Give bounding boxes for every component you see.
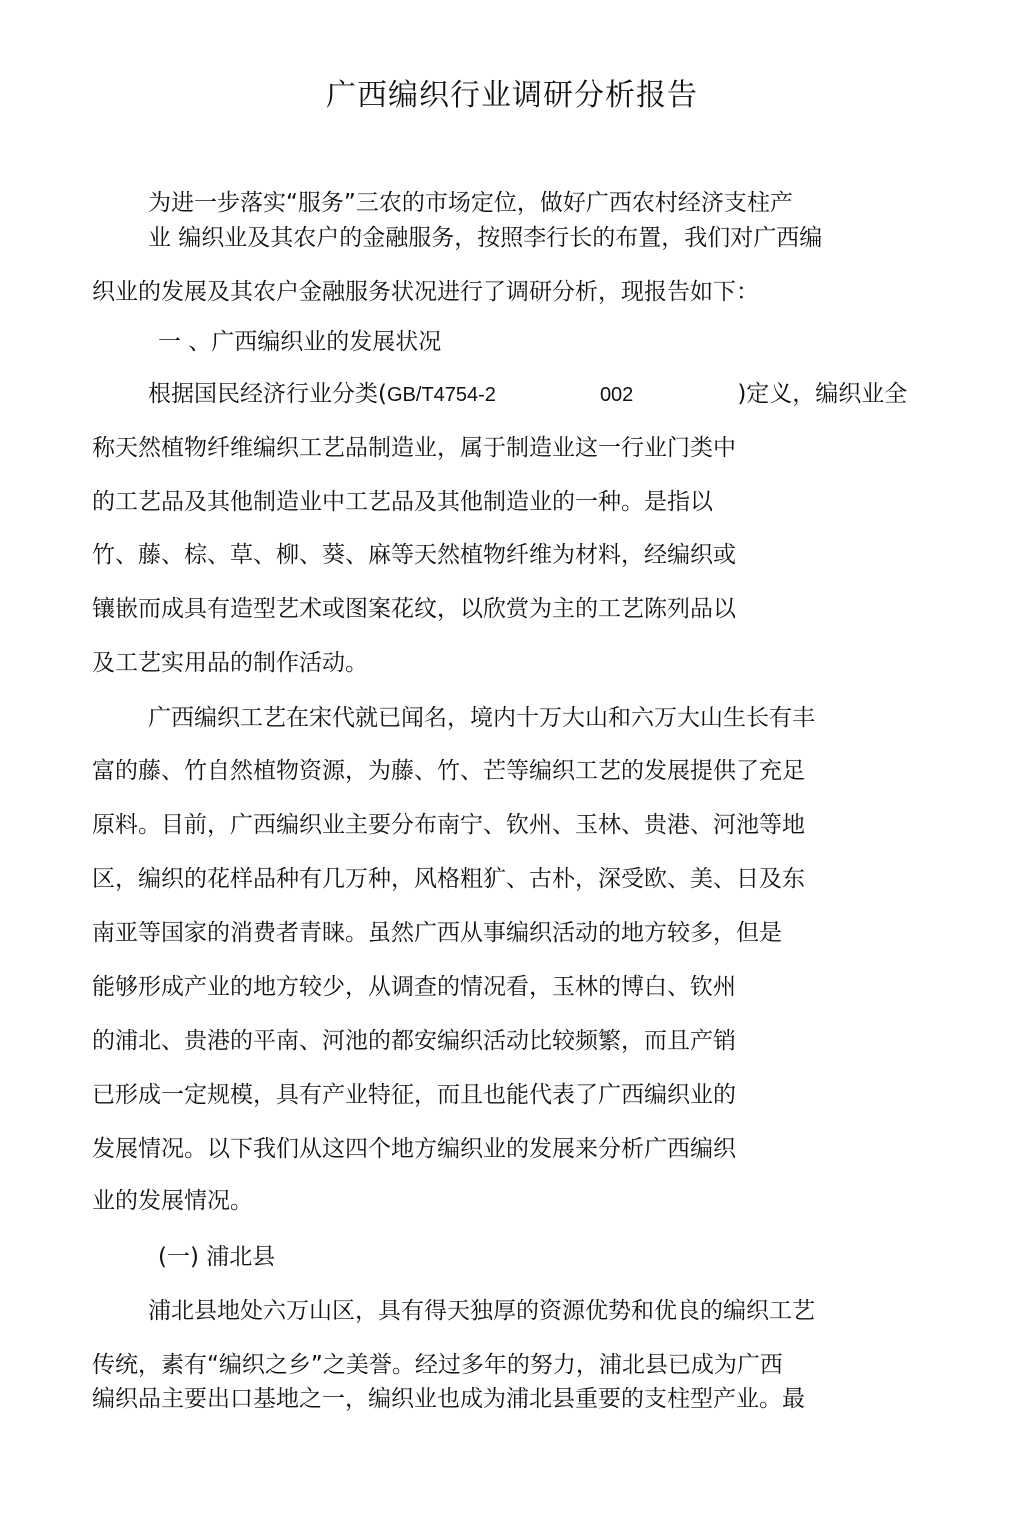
- definition-code-part1: GB/T4754-2: [386, 384, 496, 406]
- history-line: 广西编织工艺在宋代就已闻名，境内十万大山和六万大山生长有丰: [148, 705, 815, 731]
- definition-line: 竹、藤、棕、草、柳、葵、麻等天然植物纤维为材料，经编织或: [92, 542, 736, 568]
- definition-line: 称天然植物纤维编织工艺品制造业，属于制造业这一行业门类中: [92, 435, 736, 461]
- history-line: 富的藤、竹自然植物资源，为藤、竹、芒等编织工艺的发展提供了充足: [92, 758, 805, 784]
- intro-line-1: 为进一步落实“服务”三农的市场定位，做好广西农村经济支柱产: [148, 190, 793, 216]
- history-line: 发展情况。以下我们从这四个地方编织业的发展来分析广西编织: [92, 1136, 736, 1162]
- definition-suffix: )定义，编织业全: [737, 381, 908, 407]
- definition-line-1: [148, 380, 907, 409]
- history-line: 能够形成产业的地方较少，从调查的情况看，玉林的博白、钦州: [92, 974, 736, 1000]
- history-line: 原料。目前，广西编织业主要分布南宁、钦州、玉林、贵港、河池等地: [92, 812, 805, 838]
- definition-line: 及工艺实用品的制作活动。: [92, 650, 368, 676]
- history-line: 南亚等国家的消费者青睐。虽然广西从事编织活动的地方较多，但是: [92, 920, 782, 946]
- pubei-line: 浦北县地处六万山区，具有得天独厚的资源优势和优良的编织工艺: [148, 1298, 815, 1324]
- definition-line: 的工艺品及其他制造业中工艺品及其他制造业的一种。是指以: [92, 489, 713, 515]
- section-heading-1: 一 、广西编织业的发展状况: [158, 329, 442, 355]
- history-line: 区，编织的花样品种有几万种，风格粗犷、古朴，深受欧、美、日及东: [92, 866, 805, 892]
- definition-line: 镶嵌而成具有造型艺术或图案花纹，以欣赏为主的工艺陈列品以: [92, 596, 736, 622]
- definition-code-part2: 002: [599, 384, 634, 406]
- pubei-line: 传统，素有“编织之乡”之美誉。经过多年的努力，浦北县已成为广西: [92, 1352, 783, 1378]
- history-line: 已形成一定规模，具有产业特征，而且也能代表了广西编织业的: [92, 1082, 736, 1108]
- intro-line-3: 织业的发展及其农户金融服务状况进行了调研分析，现报告如下：: [92, 279, 759, 305]
- history-line: 的浦北、贵港的平南、河池的都安编织活动比较频繁，而且产销: [92, 1028, 736, 1054]
- subsection-heading-1: (一) 浦北县: [158, 1244, 276, 1270]
- intro-line-2: 业 编织业及其农户的金融服务，按照李行长的布置，我们对广西编: [148, 225, 823, 251]
- history-line: 业的发展情况。: [92, 1188, 253, 1214]
- pubei-line: 编织品主要出口基地之一，编织业也成为浦北县重要的支柱型产业。最: [92, 1386, 805, 1412]
- definition-prefix: 根据国民经济行业分类(: [148, 381, 387, 407]
- document-title: 广西编织行业调研分析报告: [326, 78, 698, 113]
